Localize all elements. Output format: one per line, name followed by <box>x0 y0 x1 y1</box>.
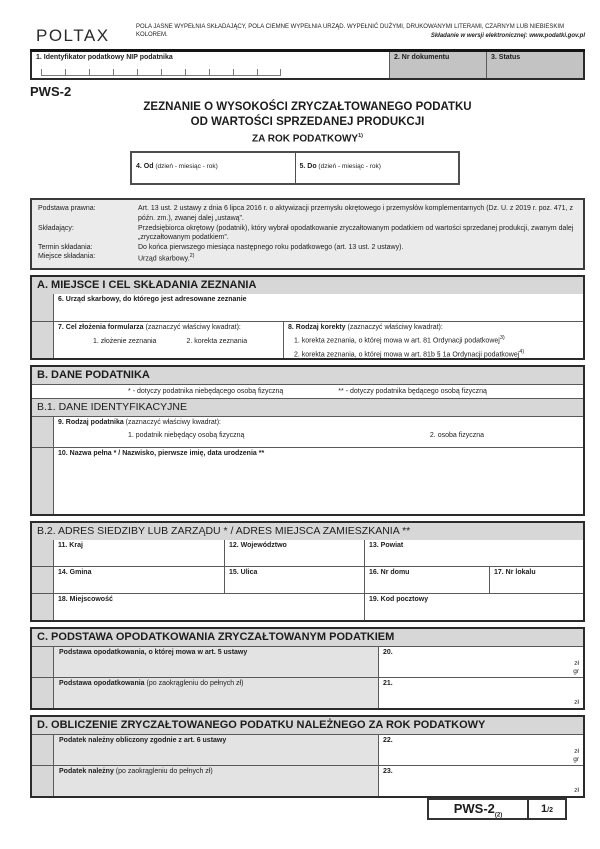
document-number-field <box>390 52 487 78</box>
document-number-label: 2. Nr dokumentu <box>394 54 450 61</box>
legal-label: Miejsce składania: <box>38 253 96 261</box>
legal-label: Podstawa prawna: <box>38 205 96 213</box>
fill-instructions <box>136 20 585 40</box>
house-number-field[interactable] <box>365 567 490 593</box>
tax-base-art5-field[interactable] <box>378 647 583 677</box>
street-label: 15. Ulica <box>229 569 258 577</box>
nip-field-label: 1. Identyfikator podatkowy NIP podatnika <box>36 54 173 61</box>
full-name-field[interactable] <box>54 448 583 514</box>
margin-strip <box>32 647 54 677</box>
nip-comb-cell <box>209 69 233 76</box>
apartment-number-field[interactable] <box>490 567 583 593</box>
margin-strip <box>32 594 54 620</box>
nip-comb-cell <box>233 69 257 76</box>
full-name-label: 10. Nazwa pełna * / Nazwisko, pierwsze imię, data urodzenia ** <box>58 450 265 458</box>
date-from-field[interactable] <box>132 153 296 183</box>
margin-strip <box>32 294 54 321</box>
country-label: 11. Kraj <box>58 542 83 550</box>
nip-comb-cell <box>89 69 113 76</box>
section-c-header: C. PODSTAWA OPODATKOWANIA ZRYCZAŁTOWANYM PODATKIEM <box>32 629 583 647</box>
legal-row-termin <box>38 243 577 253</box>
section-b1-header: B.1. DANE IDENTYFIKACYJNE <box>32 398 583 416</box>
id-row <box>30 52 585 80</box>
poltax-logo: POLTAX <box>36 26 110 45</box>
filing-purpose-field <box>54 322 284 358</box>
tax-due-rounded-field[interactable] <box>378 766 583 796</box>
section-d-header: D. OBLICZENIE ZRYCZAŁTOWANEGO PODATKU NALEŻNEGO ZA ROK PODATKOWY <box>32 717 583 735</box>
taxpayer-type-option-1[interactable]: 1. podatnik niebędący osobą fizyczną <box>128 432 245 440</box>
correction-type-option-1[interactable]: 1. korekta zeznania, o której mowa w art. 81 Ordynacji podatkowej$^{3)}$ <box>294 335 505 345</box>
house-number-label: 16. Nr domu <box>369 569 410 577</box>
form-title <box>30 100 585 144</box>
form-title-line2: OD WARTOŚCI SPRZEDANEJ PRODUKCJI <box>190 116 425 128</box>
tax-base-art5-label: Podstawa opodatkowania, o której mowa w art. 5 ustawy <box>54 647 378 677</box>
nip-field[interactable] <box>32 52 390 78</box>
margin-strip <box>32 322 54 358</box>
legal-text: Urząd skarbowy.$^{2)}$ <box>138 253 195 263</box>
title-footnote: 1) <box>358 133 363 139</box>
legal-label: Termin składania: <box>38 243 93 251</box>
fill-instructions-text: POLA JASNE WYPEŁNIA SKŁADAJĄCY, POLA CIEMNE WYPEŁNIA URZĄD. WYPEŁNIĆ DUŻYMI, DRUKOWANYMI LITERAMI, CZARNYM LUB NIEBIESKIM KOLOREM. <box>136 24 565 38</box>
taxpayer-type-label: 9. Rodzaj podatnika (zaznaczyć właściwy kwadrat): <box>58 419 221 427</box>
date-to-field[interactable] <box>296 153 459 183</box>
section-b <box>30 365 585 516</box>
footer-form-code: PWS-$2_{(2)}$ <box>429 800 529 818</box>
margin-strip <box>32 735 54 765</box>
street-field[interactable] <box>225 567 365 593</box>
legal-row-skladajacy <box>38 224 577 243</box>
section-b2 <box>30 521 585 622</box>
county-field[interactable] <box>365 540 583 566</box>
nip-comb-cell <box>185 69 209 76</box>
nip-comb-cell <box>257 69 281 76</box>
tax-base-rounded-field[interactable] <box>378 678 583 708</box>
correction-type-label: 8. Rodzaj korekty (zaznaczyć właściwy kwadrat): <box>288 324 443 332</box>
tax-base-rounded-label: Podstawa opodatkowania (po zaokrągleniu do pełnych zł) <box>54 678 378 708</box>
asterisk-note-right: ** - dotyczy podatnika będącego osobą fizyczną <box>338 388 487 396</box>
legal-text: Przedsiębiorca okrętowy (podatnik), który wybrał opodatkowanie zryczałtowanym podatkiem od wartości sprzedanej produkcji, zwanym dalej „zryczałtowanym podatkiem”. <box>138 224 574 242</box>
section-b2-header: B.2. ADRES SIEDZIBY LUB ZARZĄDU * / ADRES MIEJSCA ZAMIESZKANIA ** <box>32 523 583 540</box>
field-number: 21. <box>383 680 393 688</box>
tax-year-period-box <box>130 151 460 185</box>
city-field[interactable] <box>54 594 365 620</box>
currency-units: zł <box>574 699 579 707</box>
section-a-header: A. MIEJSCE I CEL SKŁADANIA ZEZNANIA <box>32 277 583 294</box>
tax-due-rounded-label: Podatek należny (po zaokrągleniu do pełnych zł) <box>54 766 378 796</box>
tax-office-label: 6. Urząd skarbowy, do którego jest adresowane zeznanie <box>58 296 247 304</box>
margin-strip <box>32 766 54 796</box>
correction-type-field <box>284 322 583 358</box>
currency-units: zł gr <box>573 660 579 676</box>
nip-comb[interactable] <box>41 69 281 76</box>
apartment-number-label: 17. Nr lokalu <box>494 569 536 577</box>
field-number: 20. <box>383 649 393 657</box>
date-to-label: 5. Do (dzień - miesiąc - rok) <box>299 163 381 171</box>
commune-label: 14. Gmina <box>58 569 92 577</box>
tax-due-art6-label: Podatek należny obliczony zgodnie z art. 6 ustawy <box>54 735 378 765</box>
margin-strip <box>32 448 54 514</box>
field-number: 22. <box>383 737 393 745</box>
footer-form-version: (2) <box>494 812 503 819</box>
postal-code-field[interactable] <box>365 594 583 620</box>
city-label: 18. Miejscowość <box>58 596 113 604</box>
section-a <box>30 275 585 360</box>
section-c <box>30 627 585 710</box>
section-b-header: B. DANE PODATNIKA <box>32 367 583 384</box>
legal-text: Art. 13 ust. 2 ustawy z dnia 6 lipca 2016 r. o aktywizacji przemysłu okrętowego i przemysłów komplementarnych (Dz. U. z 2019 r. poz. 471, z późn. zm.), zwanej dalej „ustawą”. <box>138 205 573 222</box>
masthead <box>30 20 585 52</box>
postal-code-label: 19. Kod pocztowy <box>369 596 429 604</box>
voivodeship-field[interactable] <box>225 540 365 566</box>
currency-units: zł <box>574 787 579 795</box>
nip-comb-cell <box>161 69 185 76</box>
legal-label: Składający: <box>38 224 74 232</box>
status-label: 3. Status <box>491 54 521 61</box>
margin-strip <box>32 417 54 447</box>
efiling-note: Składanie w wersji elektronicznej: www.podatki.gov.pl <box>430 32 585 39</box>
page-footer <box>427 798 567 820</box>
section-d <box>30 715 585 798</box>
date-from-label: 4. Od (dzień - miesiąc - rok) <box>136 163 218 171</box>
form-title-line3: ZA ROK PODATKOWY$^{1)}$ <box>252 133 363 145</box>
filing-purpose-option-2[interactable]: 2. korekta zeznania <box>186 338 248 346</box>
margin-strip <box>32 678 54 708</box>
tax-office-field[interactable] <box>54 294 583 321</box>
footnote-ref: 4) <box>519 348 525 355</box>
page-number: 1/2 <box>541 803 553 815</box>
legal-info-box <box>30 198 585 270</box>
asterisk-note-left: * - dotyczy podatnika niebędącego osobą fizyczną <box>128 388 284 396</box>
voivodeship-label: 12. Województwo <box>229 542 287 550</box>
margin-strip <box>32 540 54 566</box>
taxpayer-type-option-2[interactable]: 2. osoba fizyczna <box>429 432 484 440</box>
taxpayer-type-field <box>54 417 583 447</box>
field-number: 23. <box>383 768 393 776</box>
form-title-line1: ZEZNANIE O WYSOKOŚCI ZRYCZAŁTOWANEGO PODATKU <box>143 101 472 113</box>
legal-row-miejsce <box>38 252 577 264</box>
legal-row-podstawa-prawna <box>38 204 577 223</box>
asterisk-note-row <box>32 384 583 398</box>
nip-comb-cell <box>113 69 137 76</box>
nip-comb-cell <box>41 69 65 76</box>
country-field[interactable] <box>54 540 225 566</box>
footnote-ref: 3) <box>499 335 505 342</box>
nip-comb-cell <box>65 69 89 76</box>
county-label: 13. Powiat <box>369 542 404 550</box>
form-code: PWS-2 <box>30 84 72 99</box>
filing-purpose-label: 7. Cel złożenia formularza (zaznaczyć właściwy kwadrat): <box>58 324 241 332</box>
tax-due-art6-field[interactable] <box>378 735 583 765</box>
status-field <box>487 52 583 78</box>
form-content <box>30 20 585 798</box>
legal-text: Do końca pierwszego miesiąca następnego roku podatkowego (art. 13 ust. 2 ustawy). <box>138 243 404 251</box>
currency-units: zł gr <box>573 748 579 764</box>
filing-purpose-option-1[interactable]: 1. złożenie zeznania <box>93 338 157 346</box>
nip-comb-cell <box>137 69 161 76</box>
margin-strip <box>32 567 54 593</box>
correction-type-option-2[interactable]: 2. korekta zeznania, o której mowa w art. 81b § 1a Ordynacji podatkowej$^{4)}$ <box>294 348 525 358</box>
commune-field[interactable] <box>54 567 225 593</box>
legal-footnote: 2) <box>189 253 195 260</box>
